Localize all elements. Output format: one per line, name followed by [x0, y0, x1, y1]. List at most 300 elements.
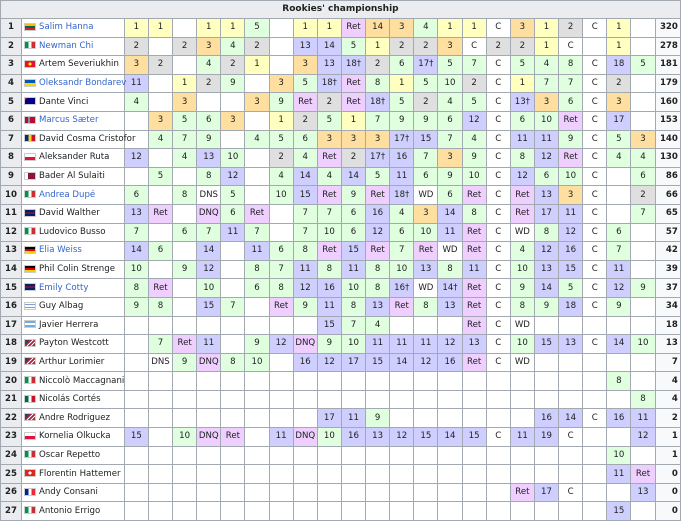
race-result-cell: C — [583, 74, 607, 93]
race-result-cell: 9 — [221, 74, 245, 93]
race-result-cell: 2 — [221, 56, 245, 75]
race-result-cell — [269, 372, 293, 391]
race-result-cell — [414, 409, 438, 428]
race-result-cell: 13 — [124, 204, 148, 223]
ukraine-flag-icon — [24, 79, 36, 87]
race-result-cell — [583, 428, 607, 447]
race-result-cell: 1 — [293, 19, 317, 38]
race-result-cell — [245, 74, 269, 93]
table-row — [1, 186, 681, 205]
race-result-cell — [124, 483, 148, 502]
race-result-cell — [366, 502, 390, 521]
driver-cell — [21, 409, 124, 428]
position-cell: 14 — [1, 260, 22, 279]
race-result-cell: WD — [510, 223, 534, 242]
race-result-cell: 10 — [197, 279, 221, 298]
race-result-cell — [173, 167, 197, 186]
table-row — [1, 428, 681, 447]
race-result-cell — [462, 409, 486, 428]
race-result-cell: 9 — [390, 111, 414, 130]
race-result-cell: 11 — [293, 260, 317, 279]
race-result-cell — [148, 93, 172, 112]
race-result-cell: C — [486, 93, 510, 112]
race-result-cell — [631, 297, 655, 316]
race-result-cell — [438, 483, 462, 502]
race-result-cell — [390, 465, 414, 484]
race-result-cell: 10 — [245, 353, 269, 372]
race-result-cell: 11 — [197, 335, 221, 354]
points-cell: 86 — [655, 167, 680, 186]
race-result-cell: 5 — [462, 93, 486, 112]
driver-cell — [21, 335, 124, 354]
position-cell: 27 — [1, 502, 22, 521]
race-result-cell: C — [583, 409, 607, 428]
table-row — [1, 279, 681, 298]
poland-flag-icon — [24, 153, 36, 161]
race-result-cell: 6 — [438, 186, 462, 205]
race-result-cell: C — [486, 19, 510, 38]
race-result-cell — [269, 465, 293, 484]
race-result-cell — [462, 372, 486, 391]
race-result-cell: 2 — [124, 37, 148, 56]
race-result-cell: 14 — [438, 204, 462, 223]
position-cell: 7 — [1, 130, 22, 149]
race-result-cell: 2 — [317, 93, 341, 112]
points-cell: 0 — [655, 483, 680, 502]
race-result-cell: 12 — [559, 223, 583, 242]
race-result-cell — [148, 409, 172, 428]
race-result-cell: DNQ — [197, 353, 221, 372]
driver-name: David Cosma Cristofor — [38, 133, 136, 144]
race-result-cell: 14† — [438, 279, 462, 298]
race-result-cell: 8 — [510, 149, 534, 168]
race-result-cell: 6 — [438, 111, 462, 130]
driver-name-link[interactable]: Emily Cotty — [38, 282, 89, 293]
race-result-cell: 8 — [173, 186, 197, 205]
race-result-cell: 12 — [607, 279, 631, 298]
race-result-cell: 8 — [366, 260, 390, 279]
race-result-cell: 10 — [317, 223, 341, 242]
race-result-cell: 1 — [221, 19, 245, 38]
germany-flag-icon — [24, 265, 36, 273]
race-result-cell: 9 — [534, 297, 558, 316]
race-result-cell: 5 — [366, 167, 390, 186]
points-cell: 7 — [655, 353, 680, 372]
race-result-cell — [438, 372, 462, 391]
race-result-cell: C — [583, 335, 607, 354]
race-result-cell: C — [486, 130, 510, 149]
race-result-cell — [414, 316, 438, 335]
driver-name: Antonio Errigo — [38, 505, 101, 516]
race-result-cell: Ret — [414, 242, 438, 261]
race-result-cell — [245, 428, 269, 447]
race-result-cell — [510, 502, 534, 521]
race-result-cell: C — [486, 149, 510, 168]
race-result-cell — [341, 372, 365, 391]
italy-flag-icon — [24, 376, 36, 384]
points-cell: 4 — [655, 390, 680, 409]
race-result-cell: 5 — [631, 56, 655, 75]
race-result-cell: 14 — [390, 353, 414, 372]
race-result-cell — [245, 390, 269, 409]
race-result-cell: C — [559, 37, 583, 56]
race-result-cell: 9 — [293, 297, 317, 316]
race-result-cell — [124, 502, 148, 521]
race-result-cell — [124, 446, 148, 465]
race-result-cell: 9 — [341, 186, 365, 205]
table-row — [1, 37, 681, 56]
race-result-cell: 7 — [317, 204, 341, 223]
race-result-cell — [462, 465, 486, 484]
uk-flag-icon — [24, 283, 36, 291]
race-result-cell: 8 — [245, 260, 269, 279]
driver-name: Andy Consani — [38, 487, 98, 498]
driver-cell — [21, 260, 124, 279]
driver-cell — [21, 19, 124, 38]
driver-name-link[interactable]: Oleksandr Bondarev — [38, 78, 127, 89]
race-result-cell: 18† — [366, 93, 390, 112]
race-result-cell: 10 — [510, 335, 534, 354]
race-result-cell: 10 — [438, 74, 462, 93]
race-result-cell — [173, 446, 197, 465]
race-result-cell — [197, 93, 221, 112]
race-result-cell: 5 — [293, 74, 317, 93]
race-result-cell: 10 — [221, 149, 245, 168]
race-result-cell: 10 — [534, 111, 558, 130]
points-cell: 34 — [655, 297, 680, 316]
race-result-cell — [173, 502, 197, 521]
race-result-cell: 8 — [197, 167, 221, 186]
race-result-cell: 10 — [607, 446, 631, 465]
race-result-cell: 4 — [245, 130, 269, 149]
race-result-cell: C — [486, 260, 510, 279]
race-result-cell — [245, 409, 269, 428]
race-result-cell — [124, 372, 148, 391]
race-result-cell — [173, 279, 197, 298]
race-result-cell — [148, 223, 172, 242]
race-result-cell: 9 — [366, 409, 390, 428]
race-result-cell — [534, 502, 558, 521]
race-result-cell: 7 — [534, 74, 558, 93]
race-result-cell: 12 — [221, 167, 245, 186]
race-result-cell: 16 — [341, 428, 365, 447]
race-result-cell: 10 — [414, 223, 438, 242]
race-result-cell — [414, 446, 438, 465]
race-result-cell — [583, 465, 607, 484]
race-result-cell: 6 — [607, 223, 631, 242]
race-result-cell: Ret — [462, 353, 486, 372]
race-result-cell: 14 — [366, 19, 390, 38]
points-cell: 0 — [655, 502, 680, 521]
race-result-cell — [173, 316, 197, 335]
race-result-cell — [583, 483, 607, 502]
race-result-cell: 4 — [414, 19, 438, 38]
race-result-cell: 10 — [124, 260, 148, 279]
race-result-cell: 14 — [607, 335, 631, 354]
race-result-cell: 15 — [607, 502, 631, 521]
race-result-cell: 15 — [317, 316, 341, 335]
race-result-cell — [269, 204, 293, 223]
race-result-cell: 1 — [124, 19, 148, 38]
race-result-cell: 12 — [124, 149, 148, 168]
race-result-cell: 1 — [197, 19, 221, 38]
race-result-cell: 13 — [631, 483, 655, 502]
race-result-cell — [124, 353, 148, 372]
race-result-cell: 4 — [607, 149, 631, 168]
race-result-cell — [293, 465, 317, 484]
driver-cell — [21, 74, 127, 93]
germany-flag-icon — [24, 246, 36, 254]
race-result-cell: 1 — [607, 19, 631, 38]
race-result-cell: C — [486, 316, 510, 335]
italy-flag-icon — [24, 41, 36, 49]
race-result-cell: 11 — [366, 335, 390, 354]
points-cell: 42 — [655, 242, 680, 261]
race-result-cell: 6 — [197, 111, 221, 130]
race-result-cell: 3 — [438, 149, 462, 168]
race-result-cell: C — [583, 186, 607, 205]
position-cell: 11 — [1, 204, 22, 223]
race-result-cell: C — [486, 428, 510, 447]
driver-name-link[interactable]: Elia Weiss — [38, 245, 82, 256]
race-result-cell: 4 — [510, 242, 534, 261]
race-result-cell: 7 — [148, 335, 172, 354]
race-result-cell — [486, 483, 510, 502]
race-result-cell: 17 — [607, 111, 631, 130]
race-result-cell: C — [486, 204, 510, 223]
race-result-cell — [631, 19, 655, 38]
race-result-cell: 11 — [534, 130, 558, 149]
race-result-cell — [390, 502, 414, 521]
race-result-cell: 17 — [341, 353, 365, 372]
race-result-cell: C — [583, 19, 607, 38]
race-result-cell: Ret — [341, 74, 365, 93]
race-result-cell — [631, 446, 655, 465]
race-result-cell: 2 — [269, 149, 293, 168]
race-result-cell: C — [486, 167, 510, 186]
race-result-cell — [607, 186, 631, 205]
race-result-cell: 9 — [317, 335, 341, 354]
race-result-cell: 15 — [414, 130, 438, 149]
race-result-cell — [583, 390, 607, 409]
driver-cell — [21, 465, 124, 484]
race-result-cell: 5 — [438, 56, 462, 75]
race-result-cell: 15 — [559, 260, 583, 279]
points-cell: 140 — [655, 130, 680, 149]
race-result-cell: 8 — [124, 279, 148, 298]
race-result-cell: 11 — [510, 428, 534, 447]
race-result-cell: Ret — [366, 186, 390, 205]
points-cell: 153 — [655, 111, 680, 130]
race-result-cell: 12 — [390, 428, 414, 447]
driver-cell — [21, 186, 124, 205]
race-result-cell: 1 — [607, 37, 631, 56]
race-result-cell: C — [462, 37, 486, 56]
race-result-cell: 2 — [414, 37, 438, 56]
race-result-cell: 8 — [607, 372, 631, 391]
race-result-cell: 9 — [173, 353, 197, 372]
table-row — [1, 223, 681, 242]
driver-name-link[interactable]: Andrea Dupé — [38, 189, 96, 200]
position-cell: 21 — [1, 390, 22, 409]
race-result-cell: 12 — [534, 242, 558, 261]
race-result-cell — [124, 335, 148, 354]
race-result-cell: 18† — [341, 56, 365, 75]
race-result-cell — [148, 502, 172, 521]
race-result-cell: 7 — [414, 149, 438, 168]
race-result-cell: 11 — [607, 465, 631, 484]
australia-flag-icon — [24, 97, 36, 105]
race-result-cell: 5 — [173, 111, 197, 130]
race-result-cell: 4 — [390, 204, 414, 223]
race-result-cell: 3 — [341, 130, 365, 149]
race-result-cell: 3 — [390, 19, 414, 38]
race-result-cell — [390, 483, 414, 502]
race-result-cell: C — [583, 297, 607, 316]
race-result-cell: 9 — [124, 297, 148, 316]
race-result-cell: 17† — [366, 149, 390, 168]
points-cell: 39 — [655, 260, 680, 279]
race-result-cell: WD — [414, 279, 438, 298]
race-result-cell: C — [583, 223, 607, 242]
driver-cell — [21, 167, 124, 186]
race-result-cell — [197, 446, 221, 465]
race-result-cell — [534, 316, 558, 335]
race-result-cell: 6 — [341, 223, 365, 242]
race-result-cell: Ret — [366, 242, 390, 261]
race-result-cell — [173, 297, 197, 316]
driver-cell — [21, 223, 124, 242]
race-result-cell: Ret — [341, 93, 365, 112]
table-row — [1, 297, 681, 316]
race-result-cell: 11 — [221, 223, 245, 242]
race-result-cell: DNQ — [197, 204, 221, 223]
race-result-cell — [148, 186, 172, 205]
race-result-cell: Ret — [317, 149, 341, 168]
race-result-cell: 8 — [293, 242, 317, 261]
race-result-cell: Ret — [245, 204, 269, 223]
italy-flag-icon — [24, 190, 36, 198]
race-result-cell — [124, 111, 148, 130]
race-result-cell — [486, 390, 510, 409]
race-result-cell: 2 — [510, 37, 534, 56]
table-row — [1, 465, 681, 484]
race-result-cell — [390, 409, 414, 428]
points-cell: 4 — [655, 372, 680, 391]
race-result-cell: 13 — [197, 149, 221, 168]
points-cell: 179 — [655, 74, 680, 93]
race-result-cell: Ret — [510, 483, 534, 502]
italy-flag-icon — [24, 506, 36, 514]
race-result-cell: 4 — [269, 167, 293, 186]
race-result-cell: 11 — [245, 242, 269, 261]
driver-cell — [21, 502, 124, 521]
race-result-cell — [631, 372, 655, 391]
race-result-cell: 7 — [462, 56, 486, 75]
race-result-cell — [293, 446, 317, 465]
race-result-cell: 5 — [510, 56, 534, 75]
race-result-cell: 4 — [631, 149, 655, 168]
race-result-cell: C — [486, 111, 510, 130]
race-result-cell — [197, 483, 221, 502]
race-result-cell: 3 — [173, 93, 197, 112]
driver-name-link[interactable]: Newman Chi — [38, 40, 94, 51]
race-result-cell: C — [583, 149, 607, 168]
race-result-cell: 8 — [366, 279, 390, 298]
race-result-cell — [607, 316, 631, 335]
race-result-cell — [341, 390, 365, 409]
race-result-cell: 8 — [462, 204, 486, 223]
race-result-cell: 14 — [438, 428, 462, 447]
driver-name-link[interactable]: Marcus Sæter — [38, 115, 99, 126]
race-result-cell — [631, 353, 655, 372]
points-cell: 160 — [655, 93, 680, 112]
race-result-cell — [221, 335, 245, 354]
race-result-cell — [269, 19, 293, 38]
race-result-cell — [559, 465, 583, 484]
race-result-cell: 7 — [293, 204, 317, 223]
driver-cell — [21, 297, 124, 316]
race-result-cell — [124, 167, 148, 186]
race-result-cell — [583, 37, 607, 56]
table-row — [1, 353, 681, 372]
race-result-cell — [631, 502, 655, 521]
table-row — [1, 260, 681, 279]
race-result-cell: 13 — [438, 297, 462, 316]
table-row — [1, 409, 681, 428]
race-result-cell: 5 — [390, 93, 414, 112]
race-result-cell — [293, 409, 317, 428]
race-result-cell — [534, 353, 558, 372]
race-result-cell: 13 — [534, 186, 558, 205]
race-result-cell: 3 — [269, 74, 293, 93]
points-cell: 278 — [655, 37, 680, 56]
race-result-cell — [148, 483, 172, 502]
race-result-cell: 6 — [173, 223, 197, 242]
standings-body — [1, 19, 681, 521]
driver-cell — [21, 372, 124, 391]
race-result-cell — [173, 19, 197, 38]
race-result-cell — [197, 409, 221, 428]
race-result-cell — [269, 56, 293, 75]
race-result-cell: 14 — [341, 167, 365, 186]
uk-flag-icon — [24, 209, 36, 217]
race-result-cell: 12 — [631, 428, 655, 447]
race-result-cell: 3 — [510, 19, 534, 38]
race-result-cell — [148, 260, 172, 279]
race-result-cell — [173, 242, 197, 261]
race-result-cell — [245, 167, 269, 186]
race-result-cell — [366, 465, 390, 484]
race-result-cell — [173, 390, 197, 409]
race-result-cell — [148, 390, 172, 409]
race-result-cell: 12 — [438, 335, 462, 354]
race-result-cell: 6 — [221, 204, 245, 223]
race-result-cell: Ret — [462, 279, 486, 298]
race-result-cell: C — [583, 56, 607, 75]
race-result-cell: 14 — [559, 409, 583, 428]
race-result-cell: 3 — [221, 111, 245, 130]
race-result-cell: 8 — [341, 297, 365, 316]
driver-name-link[interactable]: Salim Hanna — [38, 22, 94, 33]
italy-flag-icon — [24, 450, 36, 458]
race-result-cell: 11 — [317, 297, 341, 316]
race-result-cell — [221, 446, 245, 465]
race-result-cell: 11 — [510, 130, 534, 149]
race-result-cell: C — [486, 335, 510, 354]
race-result-cell: Ret — [148, 279, 172, 298]
race-result-cell — [245, 465, 269, 484]
